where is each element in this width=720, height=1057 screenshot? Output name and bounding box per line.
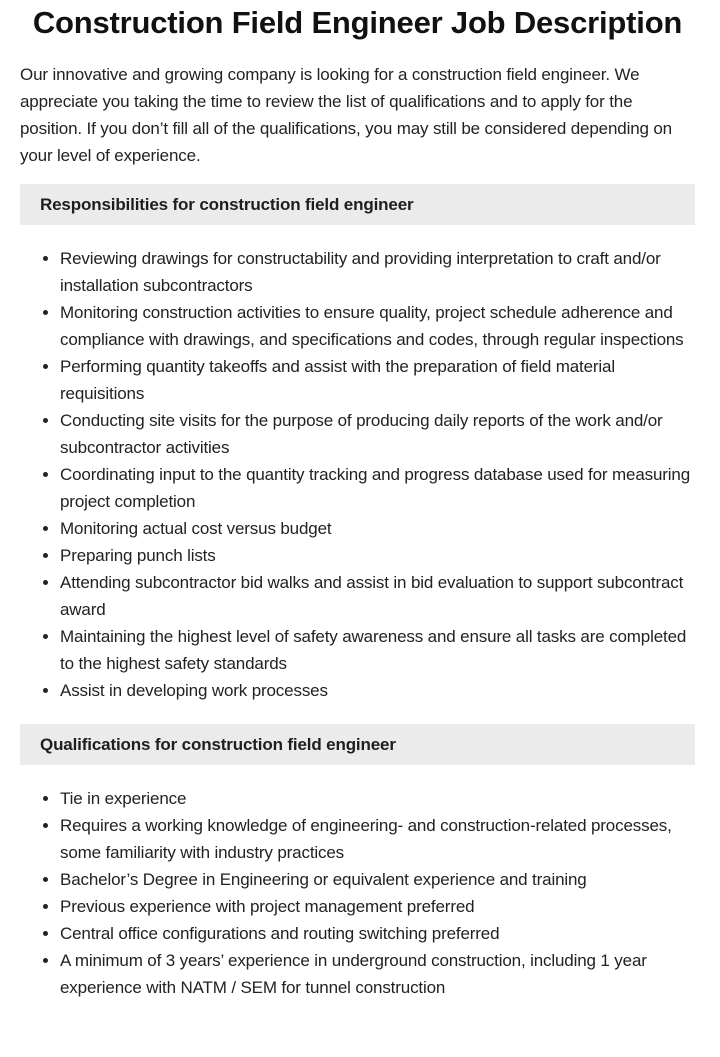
responsibilities-list — [20, 245, 695, 704]
bullet-icon — [43, 553, 48, 558]
bullet-icon — [43, 688, 48, 693]
bullet-icon — [43, 958, 48, 963]
bullet-icon — [43, 580, 48, 585]
list-item: Conducting site visits for the purpose of producing daily reports of the work and/or subcontractor activities — [60, 407, 695, 461]
bullet-icon — [43, 526, 48, 531]
list-item: Assist in developing work processes — [60, 677, 695, 704]
responsibilities-heading: Responsibilities for construction field engineer — [20, 184, 695, 225]
bullet-icon — [43, 931, 48, 936]
qualifications-heading: Qualifications for construction field engineer — [20, 724, 695, 765]
bullet-icon — [43, 256, 48, 261]
qualifications-list — [20, 785, 695, 1001]
list-item: Monitoring construction activities to ensure quality, project schedule adherence and compliance with drawings, and specifications and codes, through regular inspections — [60, 299, 695, 353]
bullet-icon — [43, 310, 48, 315]
list-item: Previous experience with project management preferred — [60, 893, 695, 920]
list-item: Preparing punch lists — [60, 542, 695, 569]
list-item: Reviewing drawings for constructability and providing interpretation to craft and/or installation subcontractors — [60, 245, 695, 299]
list-item: Maintaining the highest level of safety awareness and ensure all tasks are completed to the highest safety standards — [60, 623, 695, 677]
list-item: Requires a working knowledge of engineering- and construction-related processes, some familiarity with industry practices — [60, 812, 695, 866]
bullet-icon — [43, 877, 48, 882]
list-item: Bachelor’s Degree in Engineering or equivalent experience and training — [60, 866, 695, 893]
intro-paragraph: Our innovative and growing company is looking for a construction field engineer. We appreciate you taking the time to review the list of qualifications and to apply for the position. If you don’t fill all of the qualifications, you may still be considered depending on your level of experience. — [20, 65, 672, 165]
list-item: A minimum of 3 years’ experience in underground construction, including 1 year experience with NATM / SEM for tunnel construction — [60, 947, 695, 1001]
page-title: Construction Field Engineer Job Description — [32, 5, 683, 40]
bullet-icon — [43, 472, 48, 477]
list-item: Attending subcontractor bid walks and assist in bid evaluation to support subcontract award — [60, 569, 695, 623]
bullet-icon — [43, 634, 48, 639]
list-item: Tie in experience — [60, 785, 695, 812]
list-item: Monitoring actual cost versus budget — [60, 515, 695, 542]
bullet-icon — [43, 418, 48, 423]
list-item: Coordinating input to the quantity tracking and progress database used for measuring project completion — [60, 461, 695, 515]
bullet-icon — [43, 796, 48, 801]
list-item: Performing quantity takeoffs and assist with the preparation of field material requisitions — [60, 353, 695, 407]
list-item: Central office configurations and routing switching preferred — [60, 920, 695, 947]
bullet-icon — [43, 904, 48, 909]
bullet-icon — [43, 823, 48, 828]
bullet-icon — [43, 364, 48, 369]
